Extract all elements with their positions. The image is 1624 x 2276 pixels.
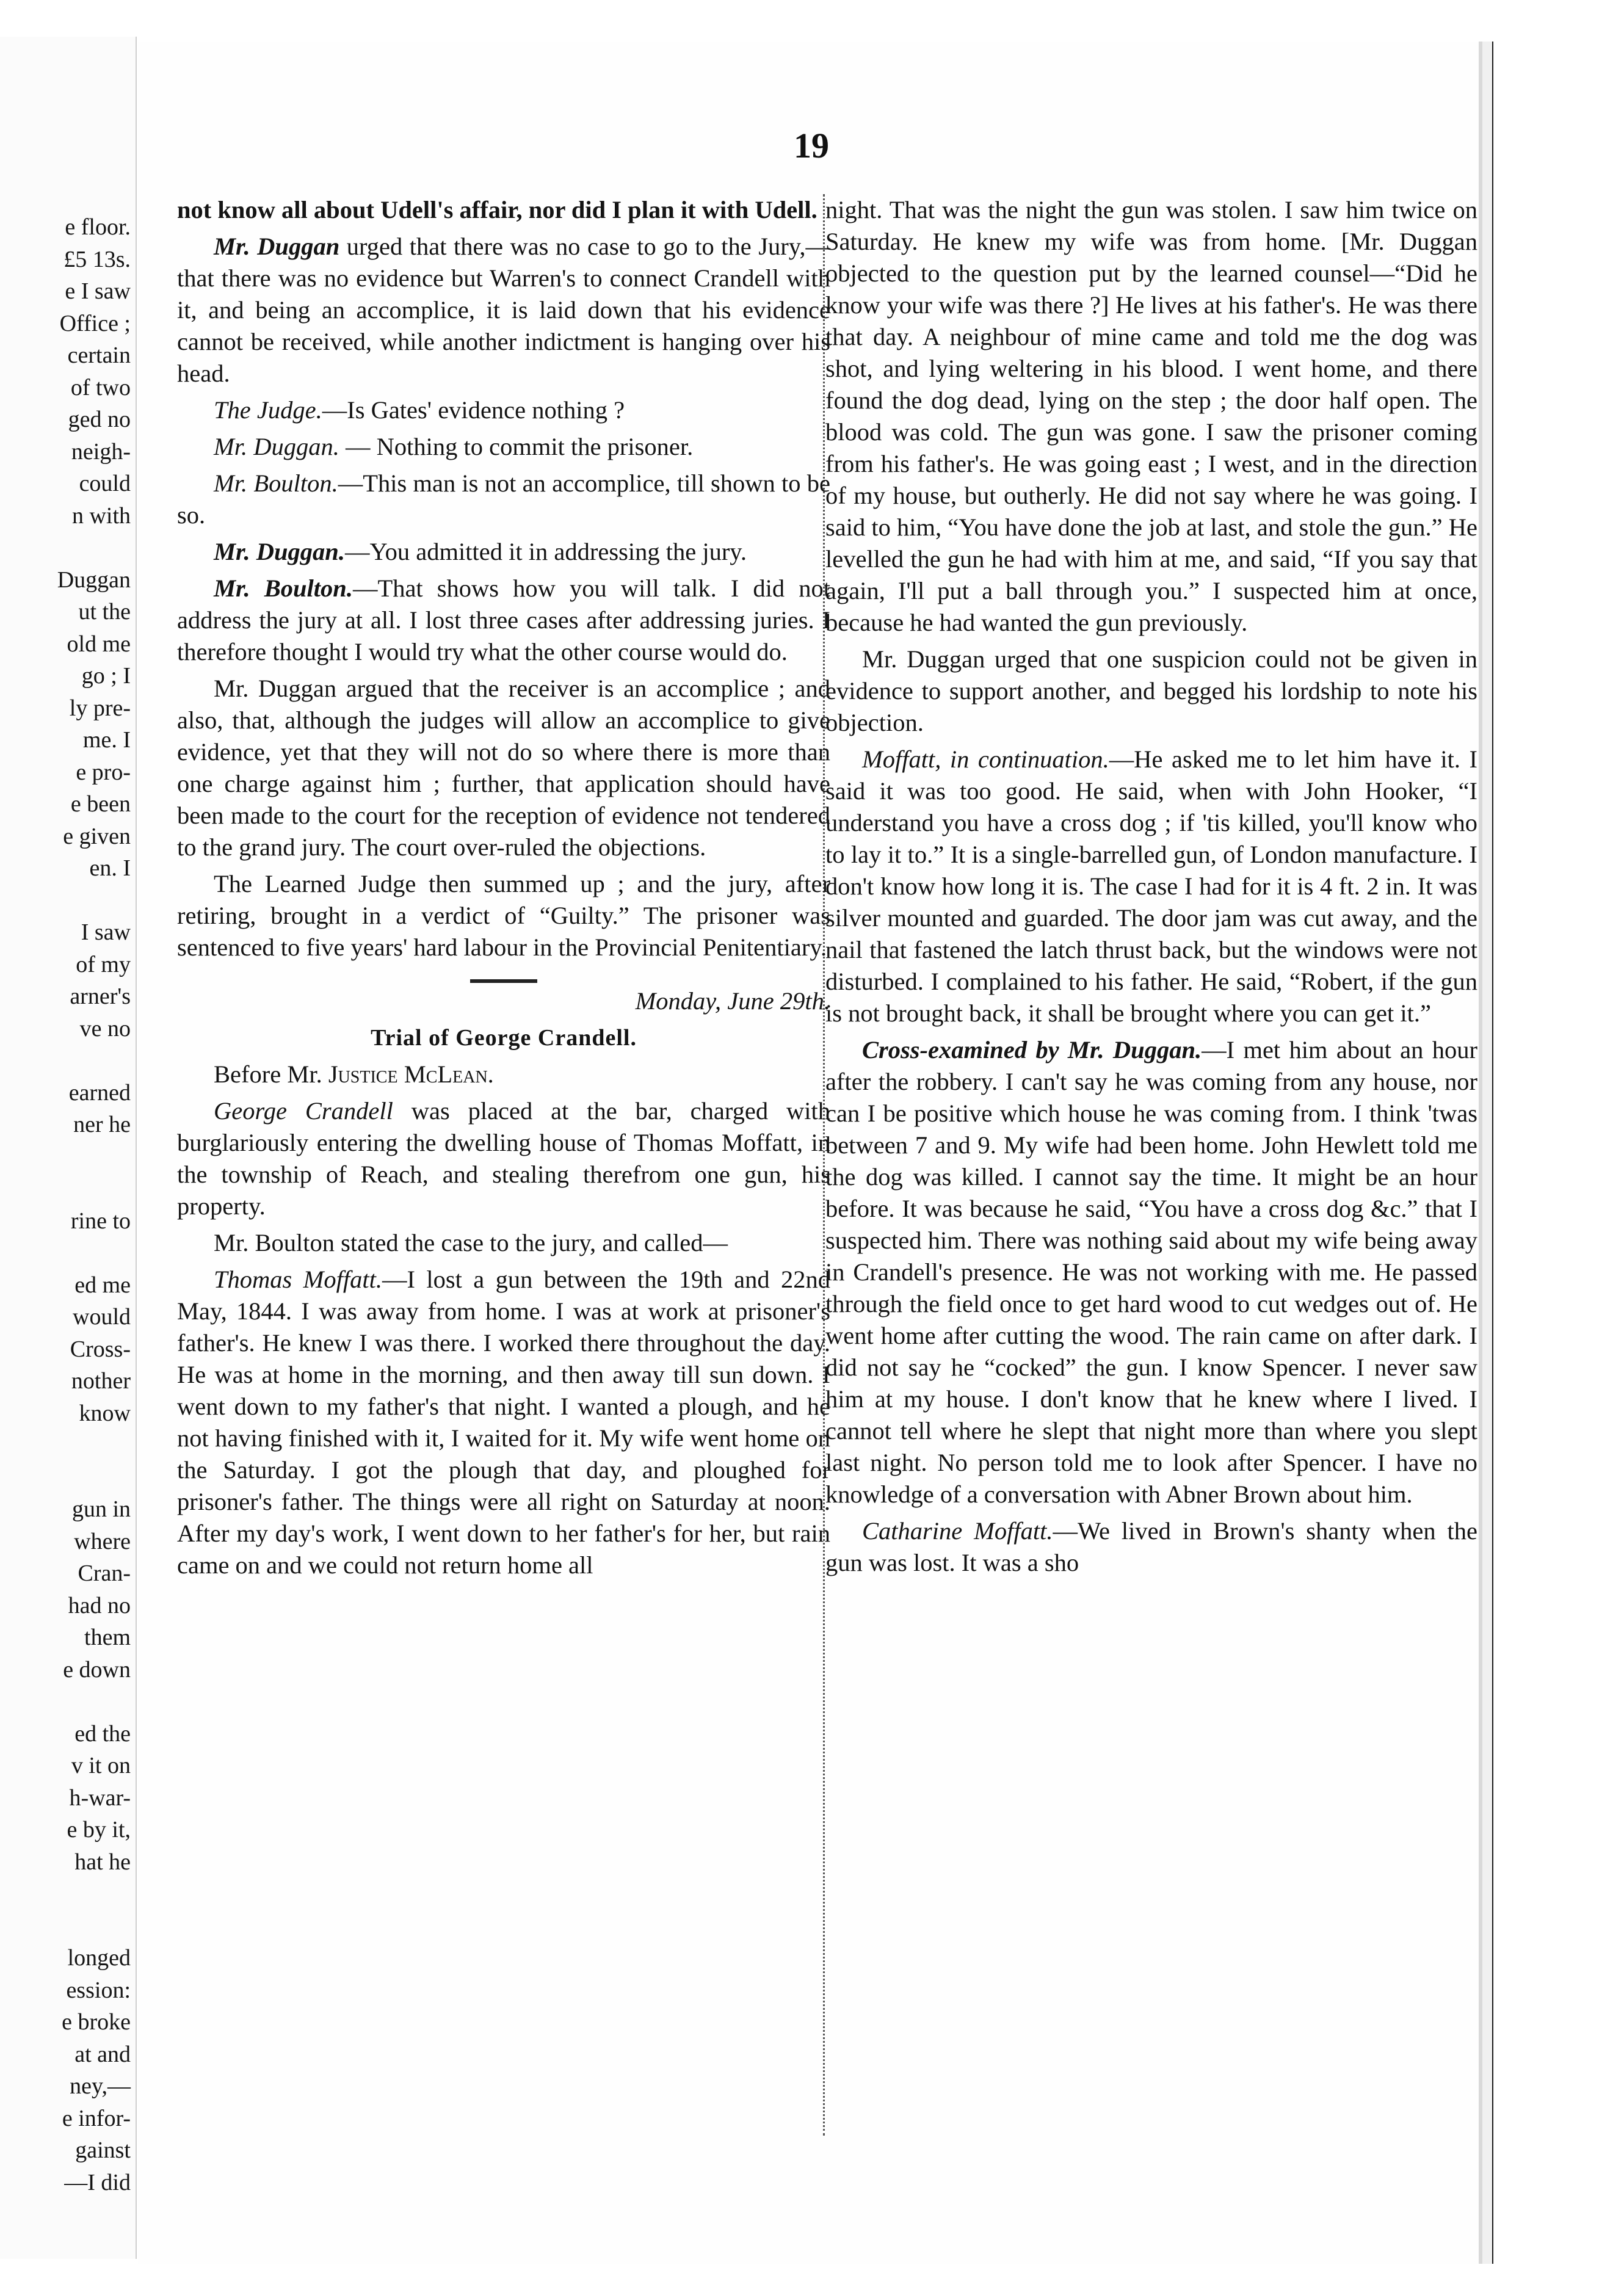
paragraph: Mr. Duggan. — Nothing to commit the prisoner. xyxy=(214,433,694,460)
facing-page-text-fragment: know xyxy=(79,1400,131,1426)
facing-page-text-fragment: hat he xyxy=(74,1849,131,1875)
facing-page-text-fragment: me. I xyxy=(82,727,131,753)
facing-page-text-fragment: certain xyxy=(67,342,131,368)
facing-page-text-fragment: neigh- xyxy=(71,438,131,465)
facing-page-text-fragment: nother xyxy=(71,1368,131,1394)
paragraph: The Learned Judge then summed up ; and the jury, after retiring, brought in a verdict of “Guilty.” The prisoner was sentenced to five years' hard labour in the Provincial Penitentiary. xyxy=(177,870,830,961)
facing-page-text-fragment: at and xyxy=(74,2041,131,2067)
paragraph: Mr. Duggan urged that one suspicion could not be given in evidence to support another, and begged his lordship to note his objection. xyxy=(825,645,1477,736)
section-rule xyxy=(470,979,537,983)
facing-page-text-fragment: Office ; xyxy=(59,310,131,336)
facing-page-text-fragment: I saw xyxy=(81,919,131,945)
paragraph: Catharine Moffatt.—We lived in Brown's shanty when the gun was lost. It was a sho xyxy=(825,1517,1478,1576)
paragraph: Moffatt, in continuation.—He asked me to let him have it. I said it was too good. He said, when with John Hooker, “I understand you have a cross dog ; if 'tis killed, you'll know who to lay it to.” It is a single-barrelled gun, of London manufacture. I don't know how long it is. The case I had for it is 4 ft. 2 in. It was silver mounted and guarded. The door jam was cut away, and the nail that fastened the latch thrust back, but the windows were not disturbed. I complained to his father. He said, “Robert, if the gun is not brought back, it shall be brought where you can get it.” xyxy=(825,745,1477,1027)
facing-page-text-fragment: them xyxy=(84,1625,131,1650)
facing-page-text-fragment: v it on xyxy=(71,1753,131,1778)
facing-page-text-fragment: gainst xyxy=(75,2137,131,2163)
facing-page-text-fragment: e pro- xyxy=(76,759,131,785)
paragraph: not know all about Udell's affair, nor did I plan it with Udell. xyxy=(177,196,817,223)
facing-page-text-fragment: could xyxy=(79,471,131,496)
facing-page-text-fragment: e by it, xyxy=(67,1817,131,1843)
facing-page-text-fragment: longed xyxy=(67,1945,131,1971)
paragraph: Before Mr. Justice McLean. xyxy=(214,1060,494,1088)
facing-page-text-fragment: of two xyxy=(70,374,131,400)
facing-page-text-fragment: where xyxy=(74,1528,131,1554)
facing-page-text-fragment: would xyxy=(73,1304,131,1330)
paragraph: George Crandell was placed at the bar, charged with burglariously entering the dwelling house of Thomas Moffatt, in the township of Reach, and stealing therefrom one gun, his property. xyxy=(177,1097,830,1220)
paragraph: Cross-examined by Mr. Duggan.—I met him about an hour after the robbery. I can't say he was coming from any house, nor can I be positive which house he was coming from. I think 'twas between 7 and 9. My wife had been home. John Hewlett told me the dog was killed. I cannot say the time. It might be an hour before. It was because he said, “You have a cross dog &c.” that I suspected him. There was nothing said about my wife being away in Crandell's presence. He was not working with me. He passed through the field once to get hard wood to cut wedges out of. He went home after cutting the wood. The rain came on after dark. I did not say he “cocked” the gun. I know Spencer. I never saw him at my house. I don't know that he knew where I lived. I cannot tell where he slept that night more than where you slept last night. No person told me to look after Spencer. I have no knowledge of a conversation with Abner Brown about him. xyxy=(825,1036,1477,1508)
paragraph: Mr. Duggan argued that the receiver is an accomplice ; and also, that, although the judges will allow an accomplice to give evidence, yet that they will not do so where there is more than one charge against him ; further, that application should have been made to the court for the reception of evidence not tendered to the grand jury. The court over-ruled the objections. xyxy=(177,675,830,861)
dateline: Monday, June 29th. xyxy=(635,987,830,1015)
facing-page-text-fragment: e down xyxy=(63,1656,131,1683)
facing-page-fragment xyxy=(0,37,137,2259)
facing-page-text-fragment: e been xyxy=(70,791,131,817)
facing-page-text-fragment: ney,— xyxy=(70,2073,131,2099)
facing-page-text-fragment: Duggan xyxy=(57,567,131,593)
facing-page-text-fragment: h-war- xyxy=(69,1785,131,1811)
section-heading: Trial of George Crandell. xyxy=(371,1025,637,1051)
facing-page-text-fragment: —I did xyxy=(64,2169,131,2195)
left-column xyxy=(177,194,830,1586)
facing-page-text-fragment: earned xyxy=(68,1079,131,1106)
facing-page-text-fragment: of my xyxy=(76,951,131,977)
right-column xyxy=(825,194,1477,1584)
facing-page-text-fragment: arner's xyxy=(70,984,131,1009)
paragraph: Thomas Moffatt.—I lost a gun between the 19th and 22nd May, 1844. I was away from home. I was at work at prisoner's father's. He knew I was there. I worked there throughout the day. He was at home in the morning, and then away till sun down. I went down to my father's that night. I wanted a plough, and he not having finished with it, I waited for it. My wife went home on the Saturday. I got the plough that day, and ploughed for prisoner's father. The things were all right on Saturday at noon. After my day's work, I went down to her father's for her, but rain came on and we could not return home all xyxy=(177,1266,830,1579)
paragraph: Mr. Boulton stated the case to the jury, and called— xyxy=(214,1229,728,1256)
facing-page-text-fragment: e floor. xyxy=(65,214,131,240)
paragraph: Mr. Duggan urged that there was no case to go to the Jury,—that there was no evidence but Warren's to connect Crandell with it, and being an accomplice, it is laid down that his evidence cannot be received, while another indictment is hanging over his head. xyxy=(177,233,830,387)
paragraph: Mr. Duggan.—You admitted it in addressing the jury. xyxy=(214,538,747,565)
page-number: 19 xyxy=(794,126,829,165)
facing-page-text-fragment: ly pre- xyxy=(69,695,131,721)
facing-page-text-fragment: ut the xyxy=(78,599,131,625)
facing-page-text-fragment: ession: xyxy=(66,1977,131,2003)
facing-page-text-fragment: e given xyxy=(63,823,131,849)
facing-page-text-fragment: en. I xyxy=(89,855,131,881)
facing-page-text-fragment: ve no xyxy=(79,1015,131,1042)
facing-page-text-fragment: Cross- xyxy=(70,1336,131,1362)
facing-page-text-fragment: e I saw xyxy=(65,278,131,304)
facing-page-text-fragment: Cran- xyxy=(78,1560,131,1586)
facing-page-text-fragment: ged no xyxy=(68,407,131,432)
facing-page-text-fragment: e broke xyxy=(62,2009,131,2035)
facing-page-text-fragment: rine to xyxy=(70,1208,131,1234)
facing-page-text-fragment: n with xyxy=(71,502,131,529)
facing-page-text-fragment: gun in xyxy=(71,1496,131,1522)
paragraph: Mr. Boulton.—This man is not an accomplice, till shown to be so. xyxy=(177,469,830,529)
facing-page-text-fragment: ner he xyxy=(73,1112,131,1137)
paragraph: night. That was the night the gun was stolen. I saw him twice on Saturday. He knew my wife was from home. [Mr. Duggan objected to the question put by the learned counsel—“Did he know your wife was there ?] He lives at his father's. He was there that day. A neighbour of mine came and told me the dog was shot, and lying weltering in his blood. I went home, and there found the dog dead, lying on the step ; the door half open. The blood was cold. The gun was gone. I saw the prisoner coming from his father's. He was going east ; I west, and in the direction of my house, but outherly. He did not say where he was going. I said to him, “You have done the job at last, and stole the gun.” He levelled the gun he had with him at me, and said, “If you say that again, I'll put a ball through you.” I suspected him at once, because he had wanted the gun previously. xyxy=(825,196,1477,636)
facing-page-text-fragment: ed me xyxy=(74,1272,131,1298)
facing-page-text-fragment: had no xyxy=(68,1592,131,1618)
facing-page-text-fragment: go ; I xyxy=(81,663,131,689)
facing-page-text-fragment: e infor- xyxy=(62,2105,131,2131)
facing-page-text-fragment: old me xyxy=(67,631,131,657)
facing-page-text-fragment: ed the xyxy=(74,1720,131,1747)
facing-page-text-fragment: £5 13s. xyxy=(63,246,131,272)
paragraph: Mr. Boulton.—That shows how you will talk. I did not address the jury at all. I lost three cases after addressing juries. I therefore thought I would try what the other course would do. xyxy=(177,574,830,665)
paragraph: The Judge.—Is Gates' evidence nothing ? xyxy=(214,396,625,424)
